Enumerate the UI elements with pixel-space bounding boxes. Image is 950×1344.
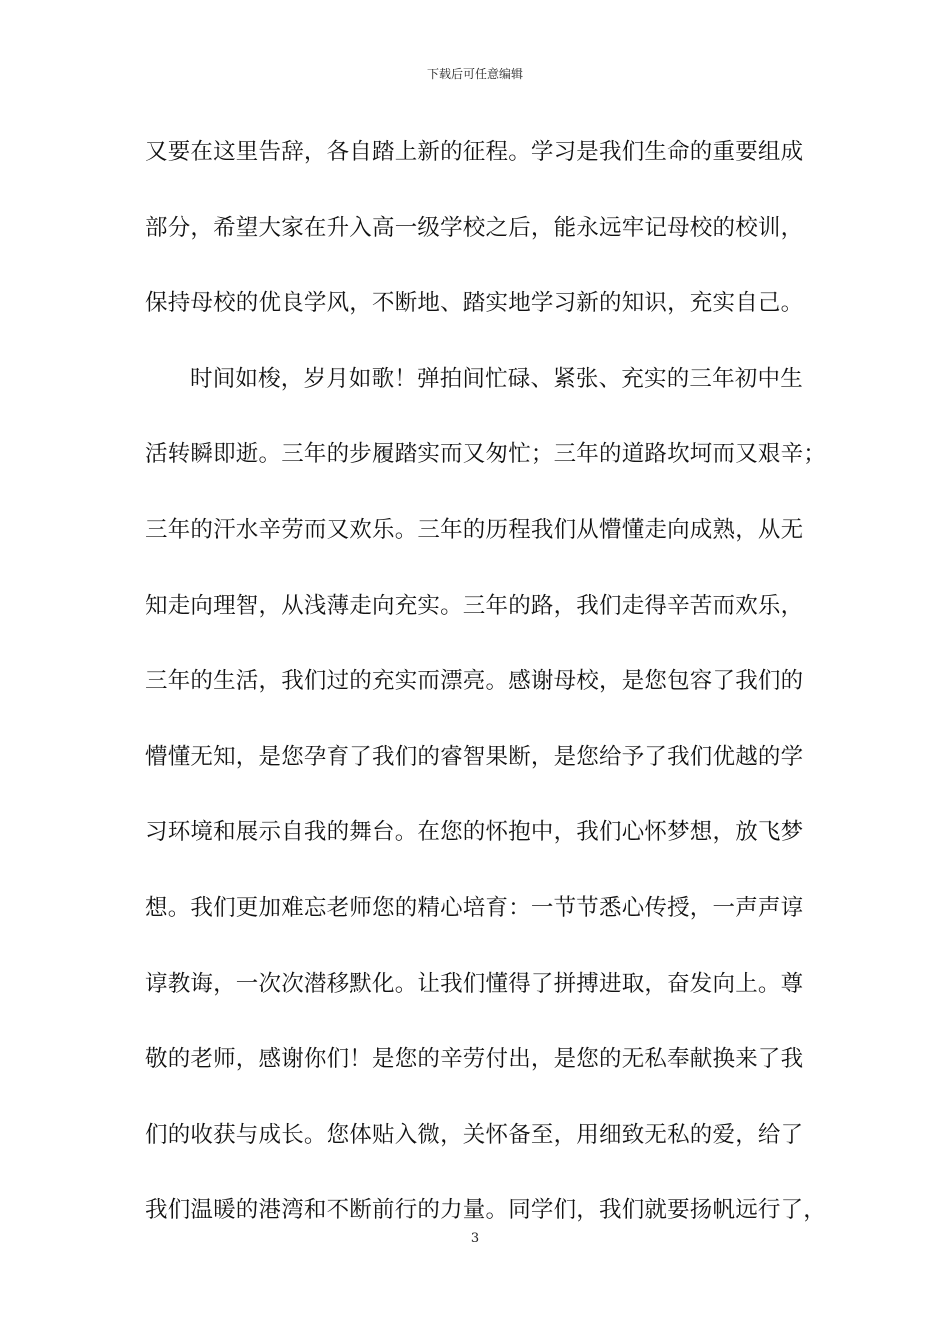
text-line: 又要在这里告辞，各自踏上新的征程。学习是我们生命的重要组成 — [145, 139, 804, 165]
text-line: 部分，希望大家在升入高一级学校之后，能永远牢记母校的校训， — [145, 214, 804, 241]
body-text — [145, 128, 825, 1262]
text-line: 我们温暖的港湾和不断前行的力量。同学们，我们就要扬帆远行了， — [145, 1197, 827, 1224]
page-number: 3 — [470, 1231, 480, 1246]
page-header: 下载后可任意编辑 — [426, 67, 523, 81]
text-line: 们的收获与成长。您体贴入微，关怀备至，用细致无私的爱，给了 — [145, 1121, 804, 1148]
text-line: 懵懂无知，是您孕育了我们的睿智果断，是您给予了我们优越的学 — [145, 743, 804, 770]
text-line: 知走向理智，从浅薄走向充实。三年的路，我们走得辛苦而欢乐， — [145, 592, 804, 619]
text-line: 三年的生活，我们过的充实而漂亮。感谢母校，是您包容了我们的 — [145, 668, 804, 695]
text-line: 三年的汗水辛劳而又欢乐。三年的历程我们从懵懂走向成熟，从无 — [145, 516, 804, 543]
text-line: 谆教诲，一次次潜移默化。让我们懂得了拼搏进取，奋发向上。尊 — [145, 970, 804, 997]
text-line: 敬的老师，感谢你们！是您的辛劳付出，是您的无私奉献换来了我 — [145, 1046, 804, 1073]
text-line: 想。我们更加难忘老师您的精心培育：一节节悉心传授，一声声谆 — [145, 894, 804, 921]
paragraph-first-line: 时间如梭，岁月如歌！弹拍间忙碌、紧张、充实的三年初中生 — [190, 365, 803, 392]
text-line: 活转瞬即逝。三年的步履踏实而又匆忙；三年的道路坎坷而又艰辛； — [145, 441, 827, 468]
text-line: 习环境和展示自我的舞台。在您的怀抱中，我们心怀梦想，放飞梦 — [145, 819, 804, 846]
text-line: 保持母校的优良学风，不断地、踏实地学习新的知识，充实自己。 — [145, 290, 804, 317]
